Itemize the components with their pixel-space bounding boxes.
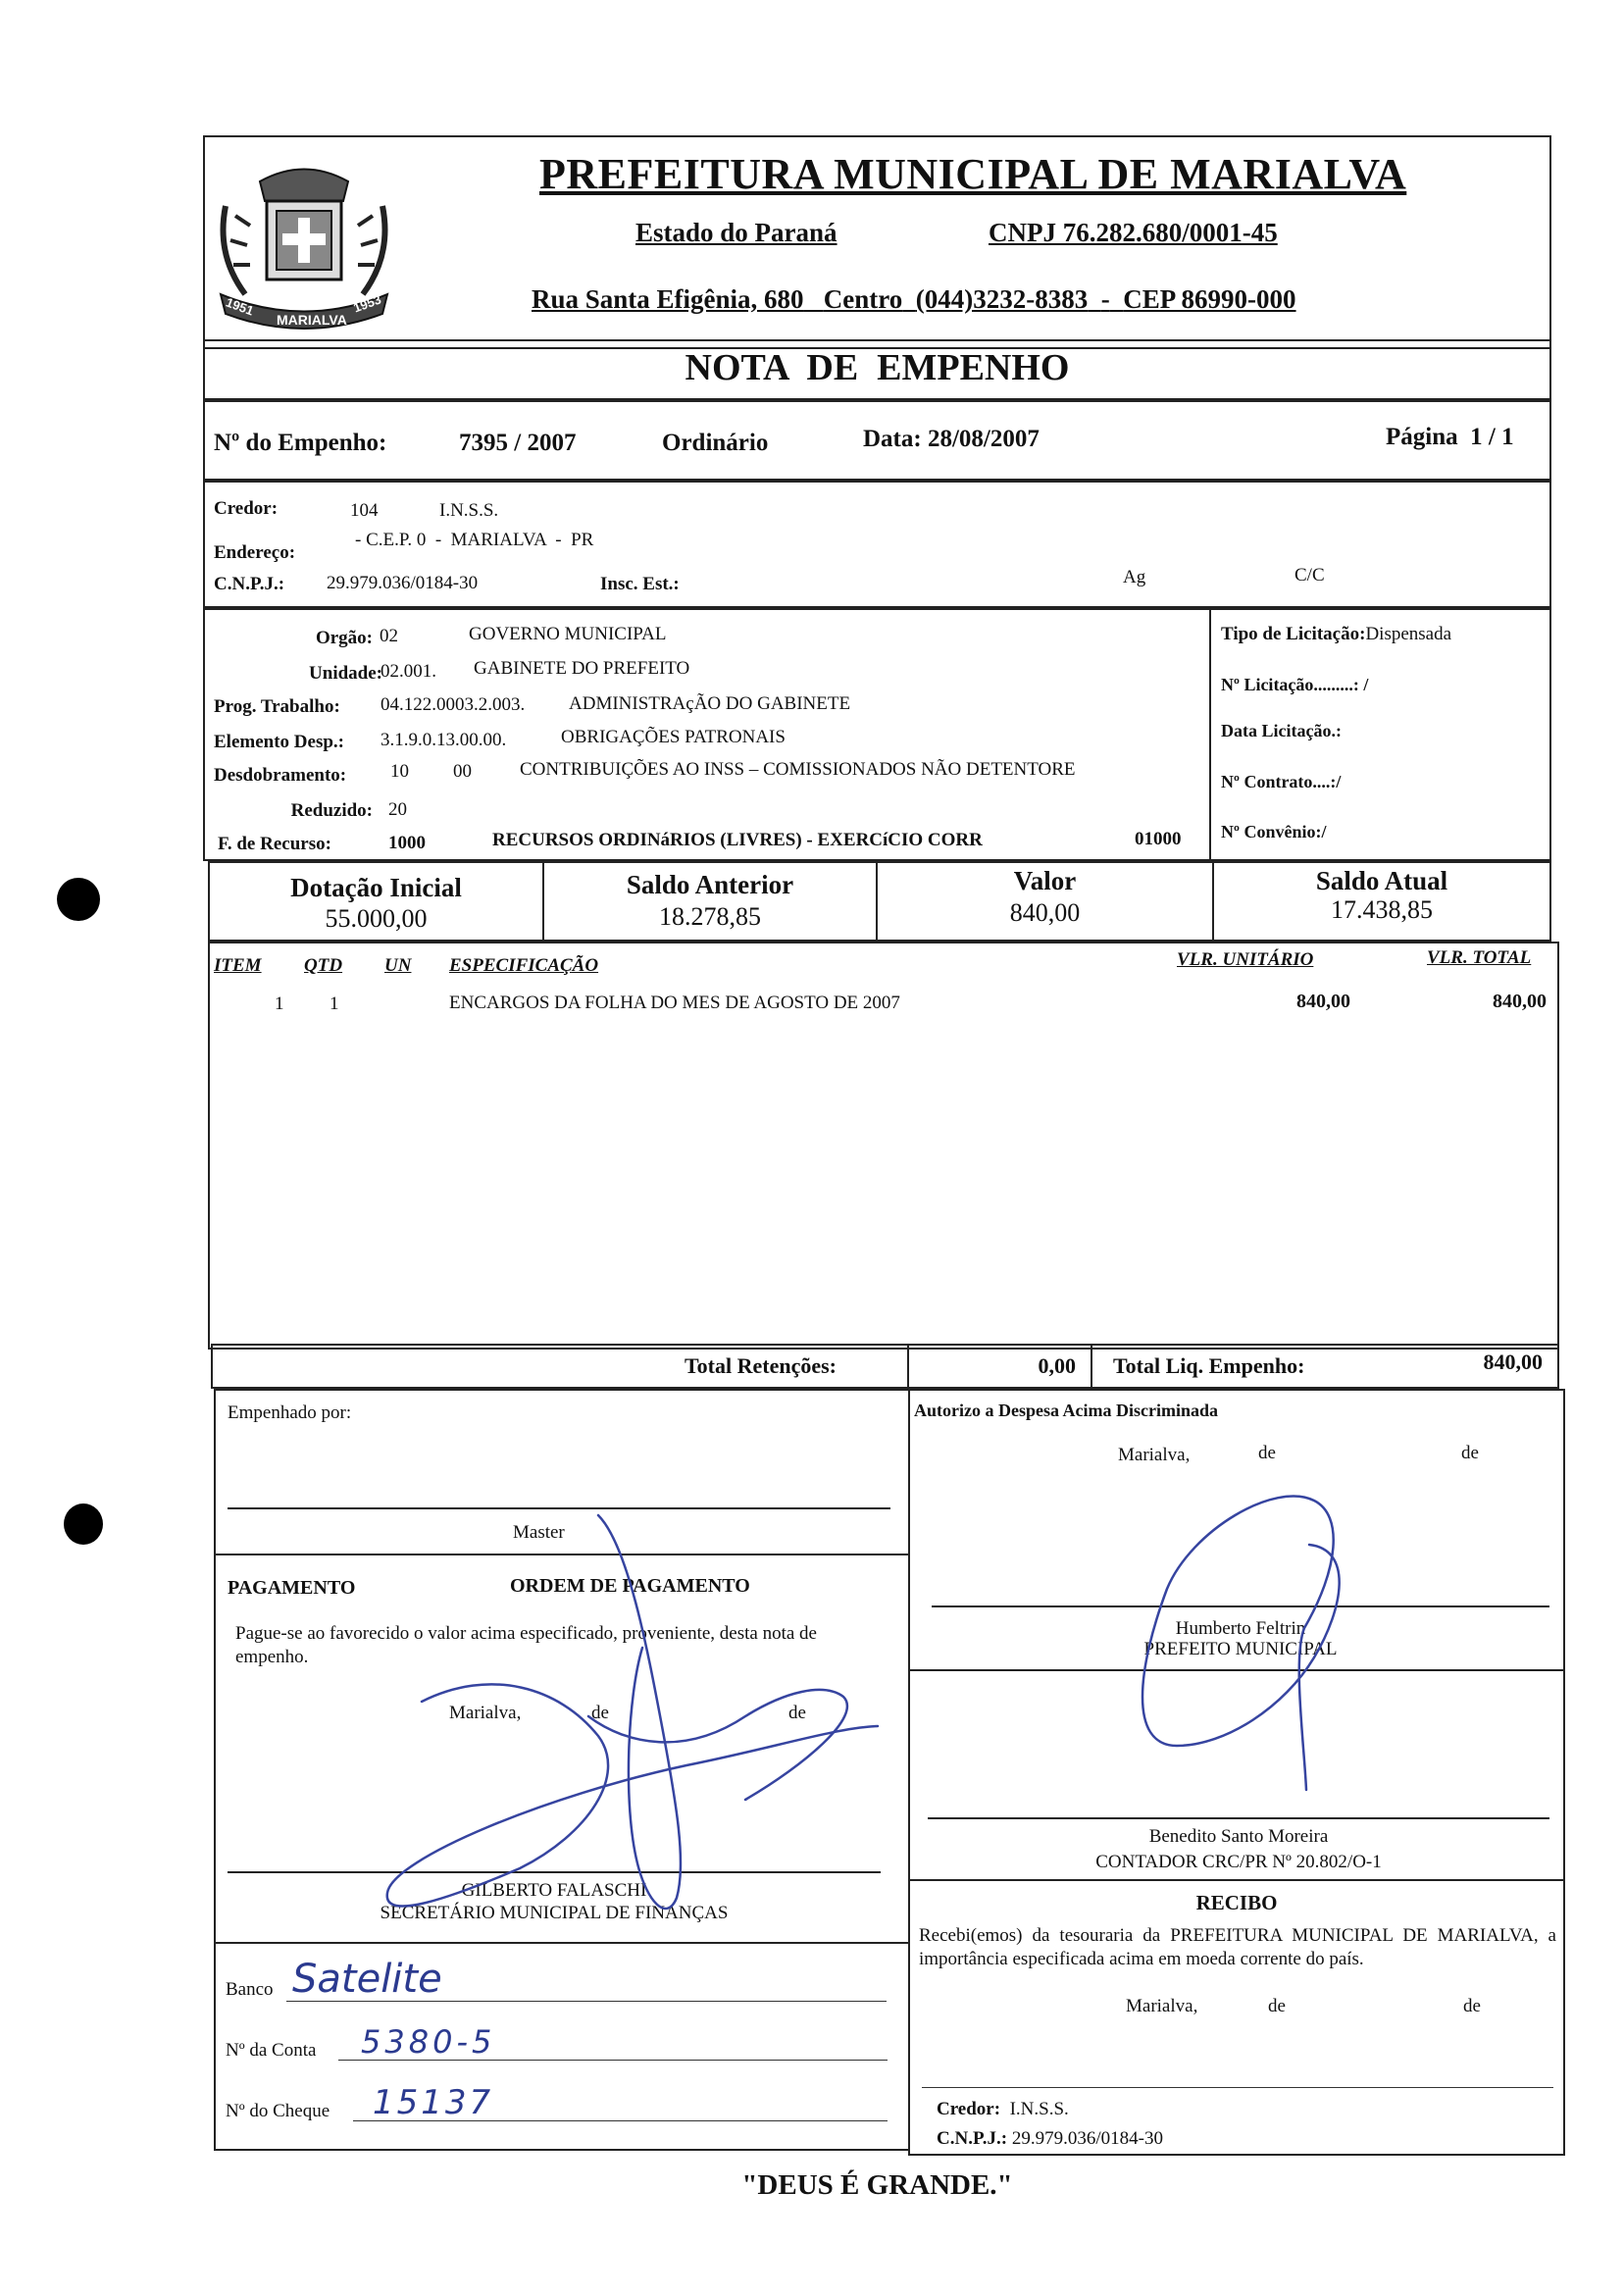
rec-de2: de bbox=[1463, 1996, 1481, 2016]
contador-name: Benedito Santo Moreira bbox=[1148, 1826, 1329, 1847]
empenho-label: Nº do Empenho: bbox=[214, 430, 387, 456]
row-espec: ENCARGOS DA FOLHA DO MES DE AGOSTO DE 2007 bbox=[449, 993, 900, 1013]
saldo-label-1: Saldo Anterior bbox=[626, 870, 794, 899]
orgao-code: 02 bbox=[380, 626, 398, 646]
saldo-value-0: 55.000,00 bbox=[325, 904, 428, 933]
pag-de2: de bbox=[788, 1703, 806, 1723]
data-licitacao: Data Licitação.: bbox=[1221, 721, 1342, 740]
prog-name: ADMINISTRAçÃO DO GABINETE bbox=[569, 693, 851, 714]
ag-label: Ag bbox=[1123, 567, 1146, 587]
recurso-code: 1000 bbox=[388, 833, 426, 853]
empenho-number: 7395 / 2007 bbox=[459, 430, 577, 456]
pag-marialva: Marialva, bbox=[449, 1703, 522, 1723]
conta-label: Nº da Conta bbox=[226, 2040, 317, 2061]
col-espec: ESPECIFICAÇÃO bbox=[449, 955, 599, 976]
date-label: Data: bbox=[863, 426, 922, 452]
saldo-label-0: Dotação Inicial bbox=[290, 873, 462, 902]
ret-label: Total Retenções: bbox=[685, 1353, 837, 1378]
ret-value: 0,00 bbox=[1038, 1353, 1076, 1378]
sec-name: GILBERTO FALASCHI bbox=[461, 1880, 647, 1901]
recurso-name: RECURSOS ORDINáRIOS (LIVRES) - EXERCíCIO CORR bbox=[492, 830, 983, 850]
liq-value: 840,00 bbox=[1483, 1350, 1543, 1374]
tipo-value: Dispensada bbox=[1365, 624, 1452, 644]
row-item: 1 bbox=[275, 994, 284, 1014]
orgao-name: GOVERNO MUNICIPAL bbox=[469, 624, 667, 644]
empenho-type: Ordinário bbox=[662, 430, 769, 456]
unidade-name: GABINETE DO PREFEITO bbox=[474, 658, 690, 679]
header-cep: CEP 86990-000 bbox=[1123, 284, 1296, 314]
secretario-signature-tail bbox=[588, 1690, 847, 1800]
col-unit: VLR. UNITÁRIO bbox=[1177, 949, 1314, 970]
conta-value: 5380-5 bbox=[361, 2023, 496, 2061]
rec-de1: de bbox=[1268, 1996, 1286, 2016]
cnpj-label: C.N.P.J.: bbox=[214, 574, 285, 594]
endereco-label: Endereço: bbox=[214, 542, 296, 563]
recibo-title: RECIBO bbox=[1195, 1891, 1278, 1914]
coat-year-left: 1951 bbox=[224, 294, 256, 319]
secretario-signature-loop bbox=[598, 1515, 681, 1909]
saldo-label-3: Saldo Atual bbox=[1315, 866, 1448, 895]
prefeito-signature bbox=[1142, 1497, 1340, 1790]
desd-code1: 10 bbox=[390, 761, 409, 782]
cc-label: C/C bbox=[1294, 565, 1325, 586]
pague-text: Pague-se ao favorecido o valor acima especificado, proveniente, desta nota de empenho. bbox=[235, 1623, 817, 1667]
pagamento-title: PAGAMENTO bbox=[228, 1577, 356, 1599]
unidade-label: Unidade: bbox=[309, 663, 382, 684]
footer-motto: "DEUS É GRANDE." bbox=[741, 2169, 1013, 2201]
col-qtd: QTD bbox=[304, 955, 343, 976]
num-licitacao: Nº Licitação.........: / bbox=[1221, 675, 1369, 694]
col-item: ITEM bbox=[214, 955, 262, 976]
saldo-label-2: Valor bbox=[1013, 866, 1077, 895]
liq-label: Total Liq. Empenho: bbox=[1113, 1353, 1305, 1378]
reduzido-value: 20 bbox=[388, 799, 407, 820]
rec-cnpj-label: C.N.P.J.: bbox=[937, 2128, 1008, 2149]
row-unit: 840,00 bbox=[1296, 991, 1350, 1012]
credor-name: I.N.S.S. bbox=[439, 500, 499, 521]
ordem-title: ORDEM DE PAGAMENTO bbox=[510, 1575, 750, 1597]
banco-label: Banco bbox=[226, 1979, 274, 2000]
page-label: Página bbox=[1386, 424, 1458, 450]
col-total: VLR. TOTAL bbox=[1427, 947, 1532, 968]
convenio: Nº Convênio:/ bbox=[1221, 822, 1327, 841]
date-value: 28/08/2007 bbox=[927, 426, 1040, 452]
tipo-label: Tipo de Licitação: bbox=[1221, 624, 1366, 644]
doc-title: NOTA DE EMPENHO bbox=[685, 347, 1070, 388]
saldo-value-2: 840,00 bbox=[1009, 898, 1081, 927]
aut-marialva: Marialva, bbox=[1118, 1445, 1191, 1465]
cheque-value: 15137 bbox=[373, 2083, 494, 2122]
pag-de1: de bbox=[591, 1703, 609, 1723]
header-cnpj: CNPJ 76.282.680/0001-45 bbox=[989, 218, 1278, 247]
unidade-code: 02.001. bbox=[381, 661, 436, 682]
recibo-text: Recebi(emos) da tesouraria da PREFEITURA MUNICIPAL DE MARIALVA, a importância especificada acima em moeda corrente do país. bbox=[919, 1925, 1556, 1969]
contrato: Nº Contrato....:/ bbox=[1221, 772, 1342, 791]
aut-de1: de bbox=[1258, 1443, 1276, 1463]
elem-code: 3.1.9.0.13.00.00. bbox=[381, 730, 507, 750]
prog-label: Prog. Trabalho: bbox=[214, 696, 340, 717]
col-un: UN bbox=[384, 955, 412, 976]
saldo-value-1: 18.278,85 bbox=[659, 902, 761, 931]
contador-title: CONTADOR CRC/PR Nº 20.802/O-1 bbox=[1095, 1852, 1382, 1872]
header-phone: (044)3232-8383 bbox=[915, 284, 1089, 314]
master-label: Master bbox=[513, 1522, 565, 1543]
rec-marialva: Marialva, bbox=[1126, 1996, 1198, 2016]
desd-name: CONTRIBUIÇÕES AO INSS – COMISSIONADOS NÃO DETENTORE bbox=[520, 759, 1076, 780]
recurso-code2: 01000 bbox=[1135, 829, 1182, 849]
elem-name: OBRIGAÇÕES PATRONAIS bbox=[561, 727, 786, 747]
prog-code: 04.122.0003.2.003. bbox=[381, 694, 526, 715]
desd-label: Desdobramento: bbox=[214, 765, 347, 786]
endereco-value: - C.E.P. 0 - MARIALVA - PR bbox=[355, 530, 594, 550]
cheque-label: Nº do Cheque bbox=[226, 2101, 330, 2121]
banco-value: Satelite bbox=[292, 1957, 442, 2002]
coat-year-right: 1953 bbox=[351, 291, 383, 316]
credor-code: 104 bbox=[350, 500, 379, 521]
secretario-signature-sweep bbox=[387, 1684, 878, 1906]
page-value: 1 / 1 bbox=[1470, 424, 1514, 450]
header-street: Rua Santa Efigênia, 680 bbox=[532, 284, 804, 314]
saldo-value-3: 17.438,85 bbox=[1331, 895, 1433, 924]
recurso-label: F. de Recurso: bbox=[218, 834, 331, 854]
insc-label: Insc. Est.: bbox=[600, 574, 680, 594]
rec-credor-label: Credor: bbox=[937, 2099, 1001, 2119]
empenhado-label: Empenhado por: bbox=[228, 1402, 352, 1423]
rec-cnpj-value: 29.979.036/0184-30 bbox=[1011, 2128, 1163, 2149]
coat-banner-text: MARIALVA bbox=[277, 312, 347, 328]
aut-de2: de bbox=[1461, 1443, 1479, 1463]
cnpj-value: 29.979.036/0184-30 bbox=[327, 573, 479, 593]
rec-credor-value: I.N.S.S. bbox=[1009, 2099, 1069, 2119]
row-total: 840,00 bbox=[1493, 991, 1547, 1012]
elem-label: Elemento Desp.: bbox=[214, 732, 344, 752]
header-centro: Centro bbox=[823, 284, 903, 314]
header-state: Estado do Paraná bbox=[635, 218, 837, 247]
credor-label: Credor: bbox=[214, 498, 279, 519]
prefeito-title: PREFEITO MUNICIPAL bbox=[1143, 1639, 1338, 1659]
desd-code2: 00 bbox=[453, 761, 472, 782]
orgao-label: Orgão: bbox=[315, 628, 373, 648]
header-dash: - bbox=[1100, 284, 1110, 314]
sec-title: SECRETÁRIO MUNICIPAL DE FINANÇAS bbox=[380, 1903, 729, 1923]
autorizo-title: Autorizo a Despesa Acima Discriminada bbox=[914, 1401, 1218, 1420]
reduzido-label: Reduzido: bbox=[290, 800, 373, 821]
row-qtd: 1 bbox=[330, 994, 339, 1014]
prefeito-name: Humberto Feltrin bbox=[1175, 1618, 1306, 1639]
header-title: PREFEITURA MUNICIPAL DE MARIALVA bbox=[539, 150, 1407, 198]
